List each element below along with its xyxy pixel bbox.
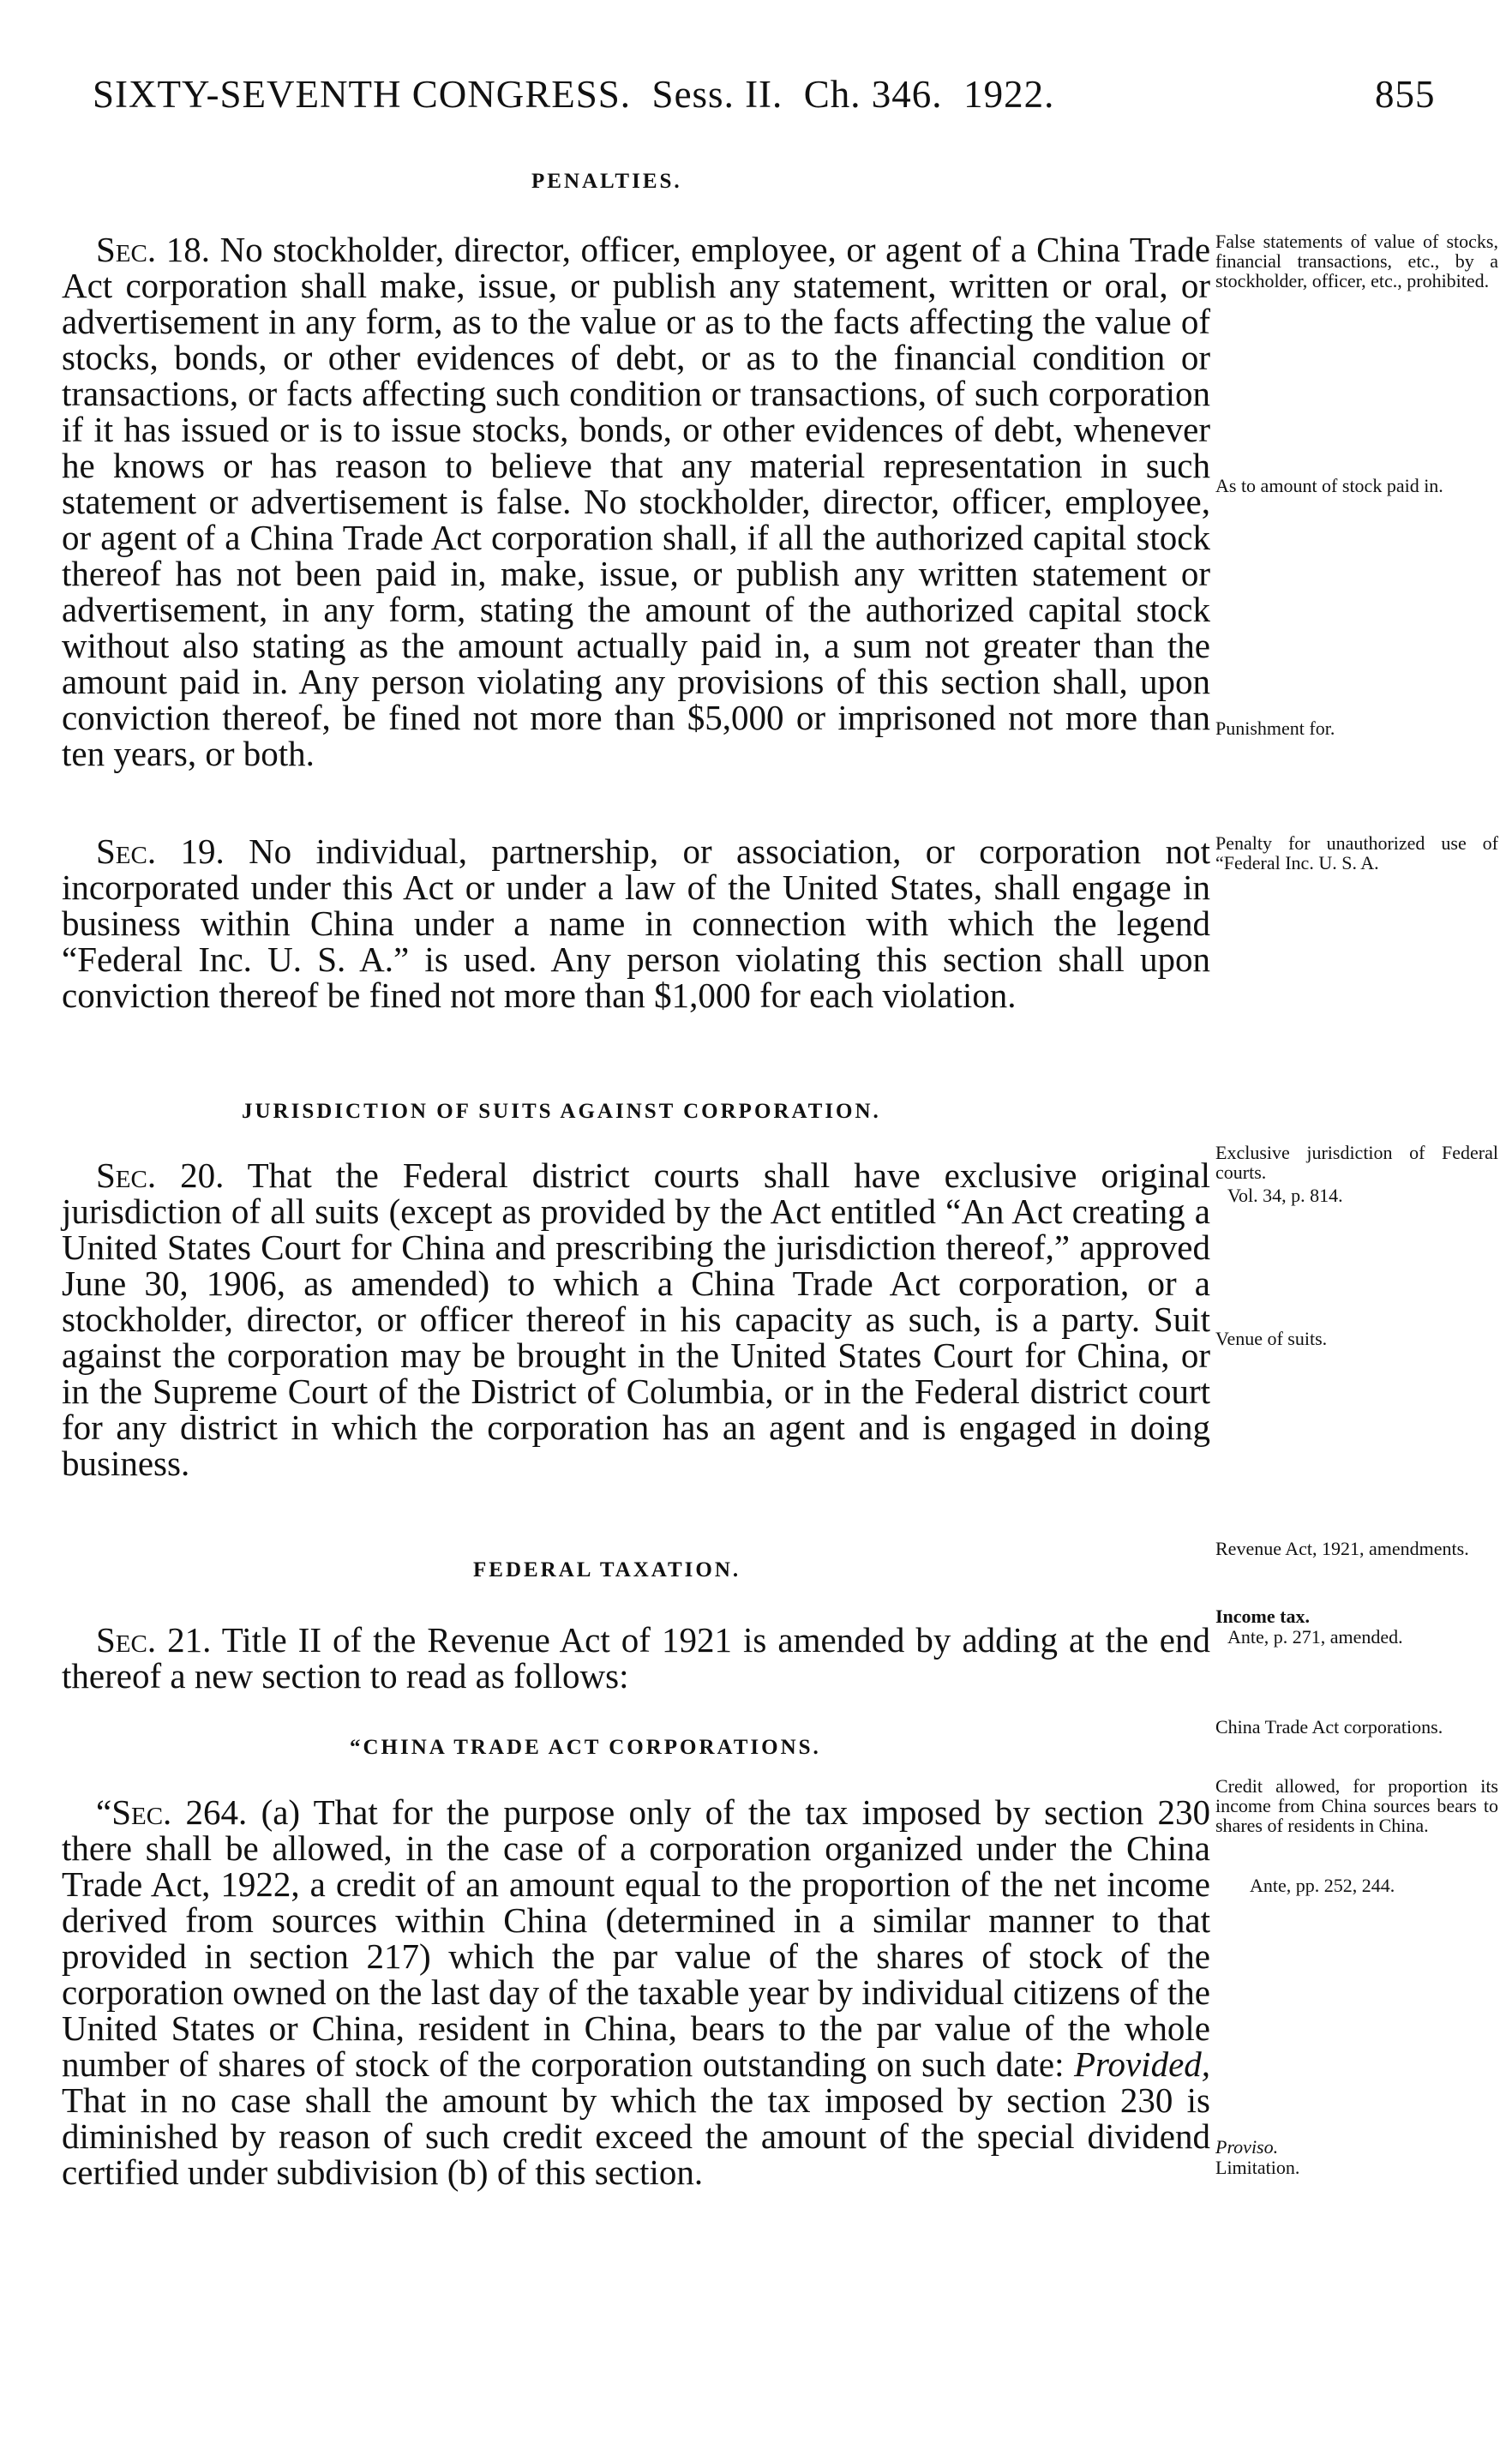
- section-21: [62, 1622, 1210, 1699]
- sec264-label: “Sec. 264.: [96, 1792, 248, 1832]
- heading-penalties: PENALTIES.: [531, 170, 682, 193]
- margin-note-revenue-act: Revenue Act, 1921, amendments.: [1215, 1538, 1469, 1559]
- page-number: 855: [1375, 73, 1436, 116]
- sec19-text: No individual, partnership, or association, or corporation not incorporated under this Act or under a law of the United States, shall engage in business within China under a name in connection with which the legend “Federal Inc. U. S. A.” is used. Any person violating this section shall upon conviction thereof be fined not more than $1,000 for each violation.: [62, 831, 1211, 1015]
- margin-note-false-statements: False statements of value of stocks, financial transactions, etc., by a stockholder, officer, etc., prohibited.: [1215, 231, 1498, 291]
- margin-note-china-trade-act-corps: China Trade Act corporations.: [1215, 1716, 1443, 1738]
- margin-note-credit-allowed: Credit allowed, for proportion its income from China sources bears to shares of residents in China.: [1215, 1775, 1498, 1836]
- section-20: [62, 1157, 1210, 1526]
- margin-note-venue: Venue of suits.: [1215, 1328, 1328, 1349]
- header-congress: SIXTY-SEVENTH CONGRESS.: [93, 73, 632, 116]
- running-header: [93, 72, 1054, 117]
- margin-note-vol34: Vol. 34, p. 814.: [1227, 1185, 1343, 1206]
- heading-china-trade-act-corporations: “CHINA TRADE ACT CORPORATIONS.: [350, 1736, 821, 1759]
- sec21-label: Sec. 21.: [96, 1620, 212, 1660]
- header-chapter: Ch. 346.: [803, 73, 943, 116]
- margin-note-exclusive-jurisdiction: Exclusive jurisdiction of Federal courts.: [1215, 1142, 1498, 1183]
- sec18-label: Sec. 18.: [96, 230, 210, 269]
- section-18: [62, 231, 1210, 827]
- margin-note-proviso: Proviso.: [1215, 2136, 1279, 2158]
- section-19: [62, 833, 1210, 1052]
- margin-note-stock-paid-in: As to amount of stock paid in.: [1215, 475, 1443, 496]
- heading-federal-taxation: FEDERAL TAXATION.: [473, 1558, 741, 1582]
- margin-note-punishment: Punishment for.: [1215, 717, 1335, 739]
- margin-note-penalty-unauthorized: Penalty for unauthorized use of “Federal Inc. U. S. A.: [1215, 832, 1498, 873]
- margin-note-ante-271: Ante, p. 271, amended.: [1227, 1626, 1403, 1648]
- sec20-label: Sec. 20.: [96, 1155, 225, 1195]
- sec19-label: Sec. 19.: [96, 831, 225, 871]
- margin-note-ante-252: Ante, pp. 252, 244.: [1250, 1875, 1395, 1896]
- margin-note-income-tax: Income tax.: [1215, 1606, 1310, 1627]
- sec264-text-b: That in no case shall the amount by which the tax imposed by section 230 is diminished by reason of such credit exceed the amount of the special dividend certified under subdivision (b) of this section.: [62, 2080, 1210, 2192]
- margin-note-limitation: Limitation.: [1215, 2157, 1300, 2178]
- section-264: [62, 1794, 1210, 2300]
- sec264-text-a: (a) That for the purpose only of the tax imposed by section 230 there shall be allowed, in the case of a corporation organized under the China Trade Act, 1922, a credit of an amount equal to the proportion of the net income derived from sources within China (determined in a similar manner to that provided in section 217) which the par value of the shares of stock of the corporation owned on the last day of the taxable year by individual citizens of the United States or China, resident in China, bears to the par value of the whole number of shares of stock of the corporation outstanding on such date:: [62, 1792, 1211, 2084]
- sec20-text: That the Federal district courts shall have exclusive original jurisdiction of all suits (except as provided by the Act entitled “An Act creating a United States Court for China and prescribing the jurisdiction thereof,” approved June 30, 1906, as amended) to which a China Trade Act corporation, or a stockholder, director, or officer thereof in his capacity as such, is a party. Suit against the corporation may be brought in the United States Court for China, or in the Supreme Court of the District of Columbia, or in the Federal district court for any district in which the corporation has an agent and is engaged in doing business.: [62, 1155, 1211, 1483]
- heading-jurisdiction: JURISDICTION OF SUITS AGAINST CORPORATION.: [242, 1100, 881, 1123]
- sec21-text: Title II of the Revenue Act of 1921 is amended by adding at the end thereof a new section to read as follows:: [62, 1620, 1211, 1696]
- header-year: 1922.: [963, 73, 1055, 116]
- sec264-provided: Provided,: [1074, 2044, 1211, 2084]
- header-session: Sess. II.: [651, 73, 783, 116]
- sec18-text: No stockholder, director, officer, employee, or agent of a China Trade Act corporation shall make, issue, or publish any statement, written or oral, or advertisement in any form, as to the value or as to the facts affecting the value of stocks, bonds, or other evidences of debt, or as to the financial condition or transactions, or facts affecting such condition or transactions, of such corporation if it has issued or is to issue stocks, bonds, or other evidences of debt, whenever he knows or has reason to believe that any material representation in such statement or advertisement is false. No stockholder, director, officer, employee, or agent of a China Trade Act corporation shall, if all the authorized capital stock thereof has not been paid in, make, issue, or publish any written statement or advertisement, in any form, stating the amount of the authorized capital stock without also stating as the amount actually paid in, a sum not greater than the amount paid in. Any person violating any provisions of this section shall, upon conviction thereof, be fined not more than $5,000 or imprisoned not more than ten years, or both.: [62, 230, 1211, 773]
